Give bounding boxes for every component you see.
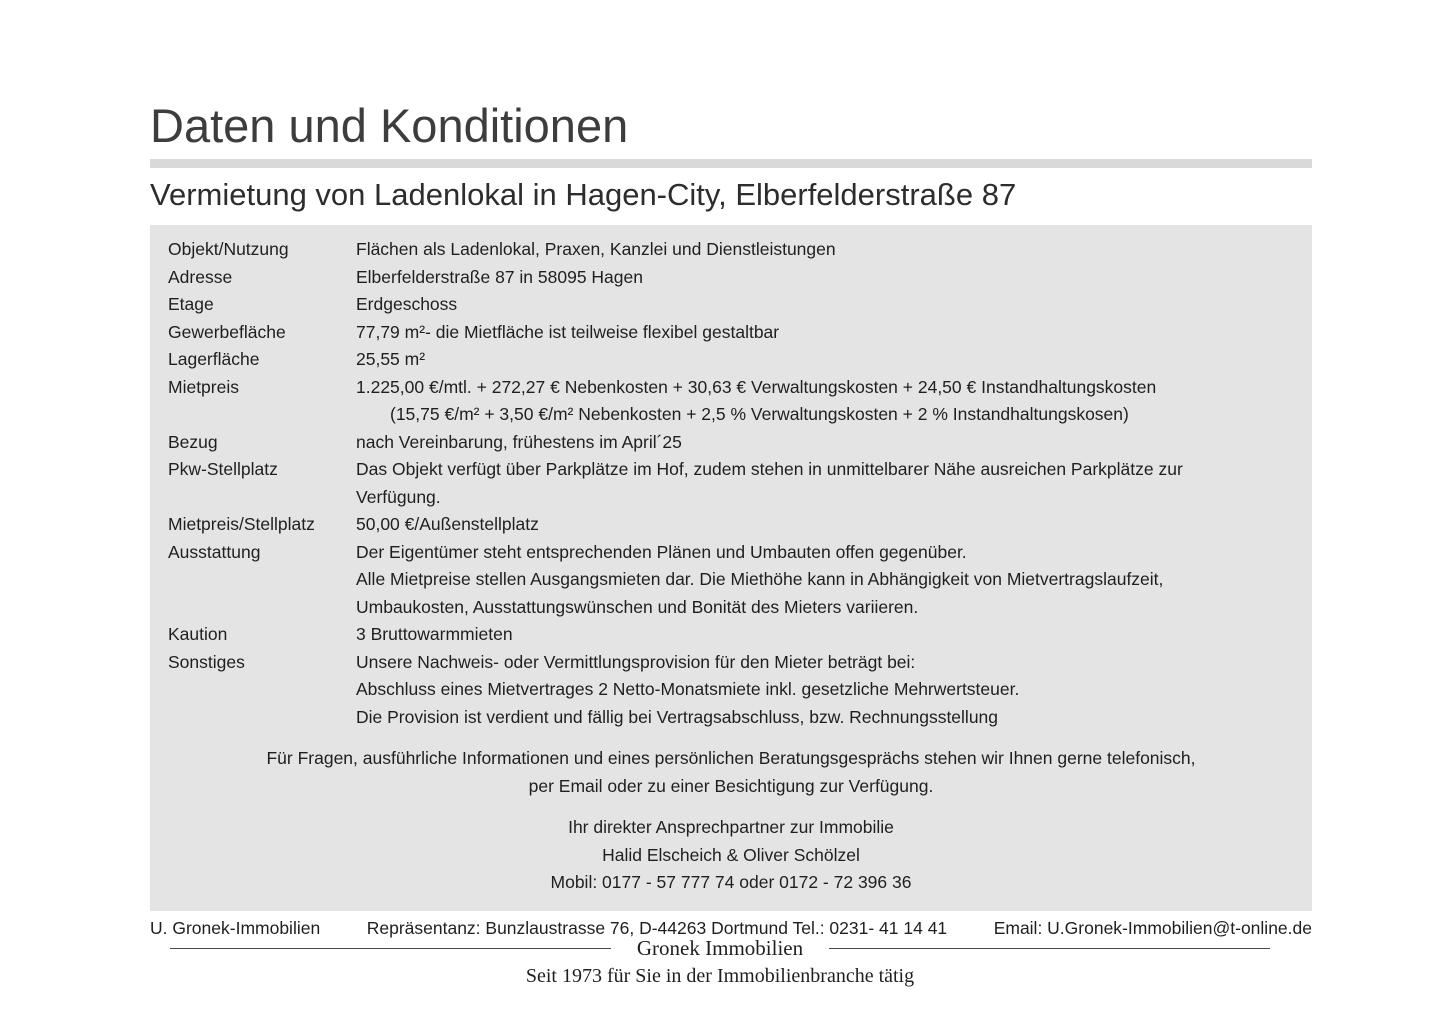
brand-footer [0, 924, 1440, 988]
detail-row-lagerflaeche [168, 346, 1294, 374]
detail-row-mietpreis-stellplatz [168, 511, 1294, 539]
detail-value: Unsere Nachweis- oder Vermittlungsprovision für den Mieter beträgt bei: [356, 651, 916, 672]
detail-label: Sonstiges [168, 651, 245, 672]
detail-row-pkw-stellplatz [168, 456, 1294, 484]
detail-value: Abschluss eines Mietvertrages 2 Netto-Monatsmiete inkl. gesetzliche Mehrwertsteuer. [356, 679, 1020, 700]
detail-label: Bezug [168, 431, 218, 452]
detail-row-etage [168, 291, 1294, 319]
detail-row-mietpreis-continued [168, 401, 1294, 429]
footer-company: U. Gronek-Immobilien [150, 917, 321, 938]
detail-value: Die Provision ist verdient und fällig bei Vertragsabschluss, bzw. Rechnungsstellung [356, 706, 999, 727]
detail-label: Objekt/Nutzung [168, 239, 289, 260]
detail-label: Lagerfläche [168, 349, 260, 370]
detail-value: 1.225,00 €/mtl. + 272,27 € Nebenkosten + 30,63 € Verwaltungskosten + 24,50 € Instandhaltungskosten [356, 376, 1157, 397]
detail-row-objekt-nutzung [168, 236, 1294, 264]
contact-names: Halid Elscheich & Oliver Schölzel [602, 844, 860, 865]
contact-mobile: Mobil: 0177 - 57 777 74 oder 0172 - 72 396 36 [550, 872, 912, 893]
detail-row-sonstiges-continued [168, 704, 1294, 732]
detail-value: Elberfelderstraße 87 in 58095 Hagen [356, 266, 643, 287]
detail-label: Ausstattung [168, 541, 261, 562]
detail-value: 77,79 m²- die Mietfläche ist teilweise flexibel gestaltbar [356, 321, 780, 342]
detail-value: Erdgeschoss [356, 294, 458, 315]
page-subtitle: Vermietung von Ladenlokal in Hagen-City, Elberfelderstraße 87 [150, 176, 1017, 212]
detail-label: Etage [168, 294, 214, 315]
detail-value: Umbaukosten, Ausstattungswünschen und Bonität des Mieters variieren. [356, 596, 919, 617]
document-content [150, 0, 1312, 940]
detail-value: 25,55 m² [356, 349, 426, 370]
detail-value: Das Objekt verfügt über Parkplätze im Hof, zudem stehen in unmittelbarer Nähe ausreichen Parkplätze zur [356, 459, 1183, 480]
brand-row [170, 936, 1270, 961]
detail-value: 3 Bruttowarmmieten [356, 624, 513, 645]
brand-divider-left [170, 948, 611, 949]
detail-label: Adresse [168, 266, 233, 287]
detail-label: Mietpreis/Stellplatz [168, 514, 315, 535]
detail-row-pkw-stellplatz-continued [168, 484, 1294, 512]
detail-value: Flächen als Ladenlokal, Praxen, Kanzlei und Dienstleistungen [356, 239, 836, 260]
footer-address-phone: Repräsentanz: Bunzlaustrasse 76, D-44263 Dortmund Tel.: 0231- 41 14 41 [366, 917, 948, 938]
detail-row-mietpreis [168, 374, 1294, 402]
detail-row-sonstiges-continued [168, 676, 1294, 704]
detail-label [168, 676, 356, 704]
contact-person-block [168, 814, 1294, 897]
contact-heading: Ihr direkter Ansprechpartner zur Immobilie [568, 817, 894, 838]
detail-row-gewerbeflaeche [168, 319, 1294, 347]
inquiry-note-line2: per Email oder zu einer Besichtigung zur Verfügung. [528, 775, 934, 796]
detail-row-adresse [168, 264, 1294, 292]
brand-tagline: Seit 1973 für Sie in der Immobilienbranche tätig [525, 965, 915, 987]
detail-row-ausstattung-continued [168, 594, 1294, 622]
detail-row-sonstiges [168, 649, 1294, 677]
detail-row-ausstattung-continued [168, 566, 1294, 594]
detail-value: Verfügung. [356, 486, 441, 507]
detail-row-bezug [168, 429, 1294, 457]
detail-label [168, 594, 356, 622]
detail-label [168, 484, 356, 512]
title-underline-bar [150, 159, 1312, 168]
detail-value: Der Eigentümer steht entsprechenden Plänen und Umbauten offen gegenüber. [356, 541, 967, 562]
detail-label [168, 566, 356, 594]
detail-value: nach Vereinbarung, frühestens im April´25 [356, 431, 682, 452]
detail-label [168, 401, 356, 429]
brand-name: Gronek Immobilien [636, 936, 804, 960]
inquiry-note-line1: Für Fragen, ausführliche Informationen und eines persönlichen Beratungsgesprächs stehen wir Ihnen gerne telefonisch, [266, 748, 1196, 769]
footer-email: Email: U.Gronek-Immobilien@t-online.de [993, 917, 1312, 938]
detail-row-kaution [168, 621, 1294, 649]
detail-label: Kaution [168, 624, 228, 645]
detail-row-ausstattung [168, 539, 1294, 567]
detail-label: Mietpreis [168, 376, 239, 397]
details-panel [150, 225, 1312, 911]
detail-value: Alle Mietpreise stellen Ausgangsmieten dar. Die Miethöhe kann in Abhängigkeit von Mietvertragslaufzeit, [356, 569, 1164, 590]
inquiry-note [168, 745, 1294, 800]
page-title: Daten und Konditionen [150, 99, 629, 152]
detail-value: (15,75 €/m² + 3,50 €/m² Nebenkosten + 2,5 % Verwaltungskosten + 2 % Instandhaltungskosen) [390, 404, 1129, 425]
detail-value: 50,00 €/Außenstellplatz [356, 514, 539, 535]
brand-divider-right [829, 948, 1270, 949]
detail-label: Gewerbefläche [168, 321, 286, 342]
detail-label: Pkw-Stellplatz [168, 459, 278, 480]
detail-label [168, 704, 356, 732]
